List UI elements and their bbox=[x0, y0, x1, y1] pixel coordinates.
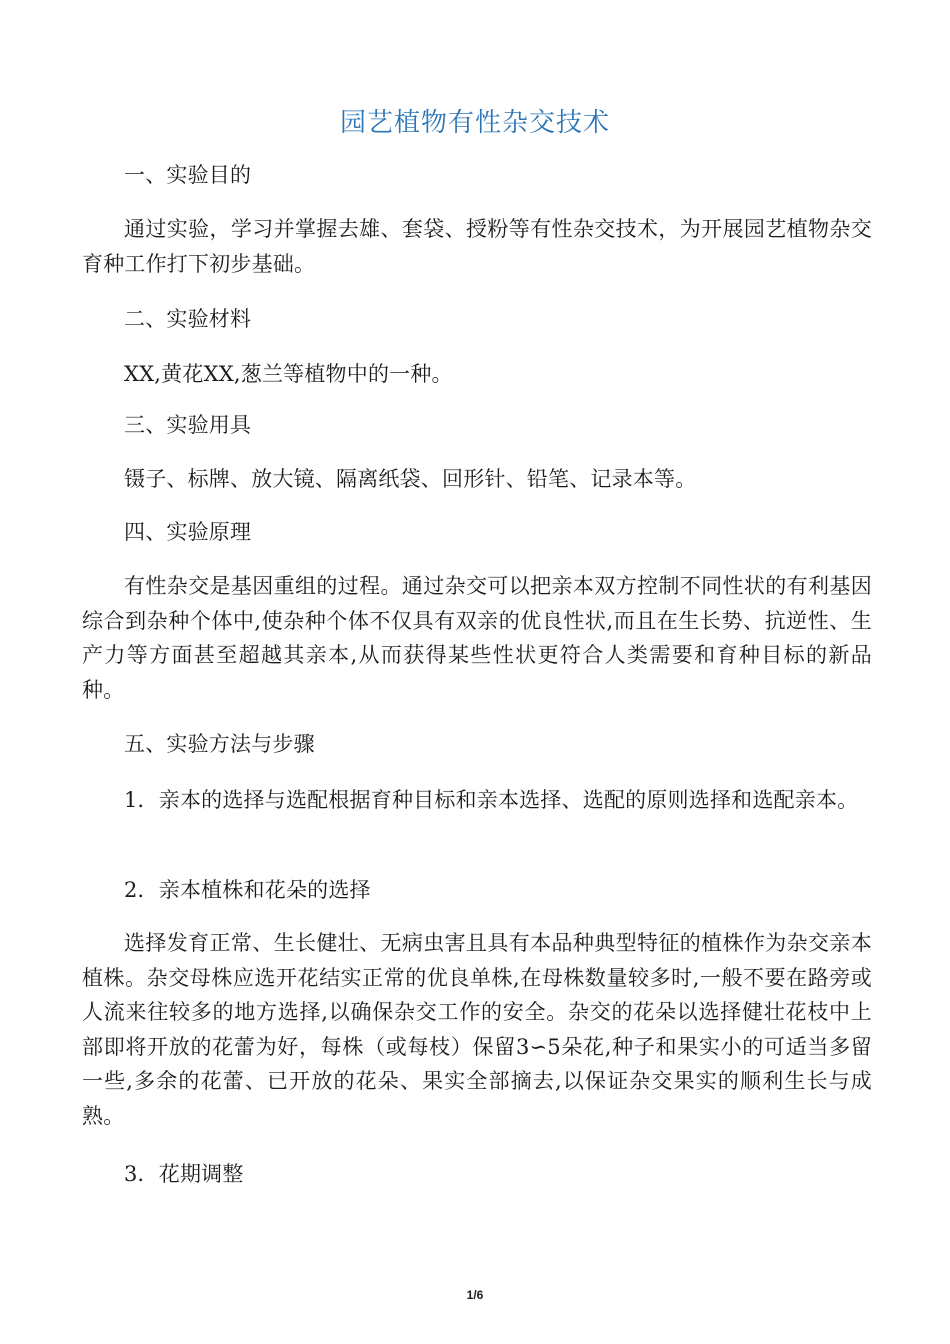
section-heading-tools: 三、实验用具 bbox=[124, 413, 252, 437]
section-text-purpose: 通过实验，学习并掌握去雄、套袋、授粉等有性杂交技术，为开展园艺植物杂交育种工作打下初步基础。 bbox=[82, 217, 872, 276]
section-text-principle: 有性杂交是基因重组的过程。通过杂交可以把亲本双方控制不同性状的有利基因综合到杂种个体中,使杂种个体不仅具有双亲的优良性状,而且在生长势、抗逆性、生产力等方面甚至超越其亲本,从而获得某些性状更符合人类需要和育种目标的新品种。 bbox=[82, 574, 872, 702]
step-3-heading: 3．花期调整 bbox=[124, 1162, 244, 1186]
section-heading-purpose: 一、实验目的 bbox=[124, 163, 252, 187]
section-text-tools: 镊子、标牌、放大镜、隔离纸袋、回形针、铅笔、记录本等。 bbox=[124, 467, 697, 491]
page-title: 园艺植物有性杂交技术 bbox=[339, 108, 610, 138]
step-1-text: 1．亲本的选择与选配根据育种目标和亲本选择、选配的原则选择和选配亲本。 bbox=[124, 788, 859, 812]
step-2-text: 选择发育正常、生长健壮、无病虫害且具有本品种典型特征的植株作为杂交亲本植株。杂交母株应选开花结实正常的优良单株,在母株数量较多时,一般不要在路旁或人流来往较多的地方选择,以确保杂交工作的安全。杂交的花朵以选择健壮花枝中上部即将开放的花蕾为好，每株（或每枝）保留3∽5朵花,种子和果实小的可适当多留一些,多余的花蕾、已开放的花朵、果实全部摘去,以保证杂交果实的顺利生长与成熟。 bbox=[82, 931, 872, 1128]
page-number: 1/6 bbox=[466, 1288, 484, 1302]
step-2-heading: 2．亲本植株和花朵的选择 bbox=[124, 878, 371, 902]
section-text-materials: XX,黄花XX,葱兰等植物中的一种。 bbox=[124, 362, 453, 386]
section-heading-methods: 五、实验方法与步骤 bbox=[124, 732, 315, 756]
section-heading-materials: 二、实验材料 bbox=[124, 307, 252, 331]
section-heading-principle: 四、实验原理 bbox=[124, 520, 252, 544]
